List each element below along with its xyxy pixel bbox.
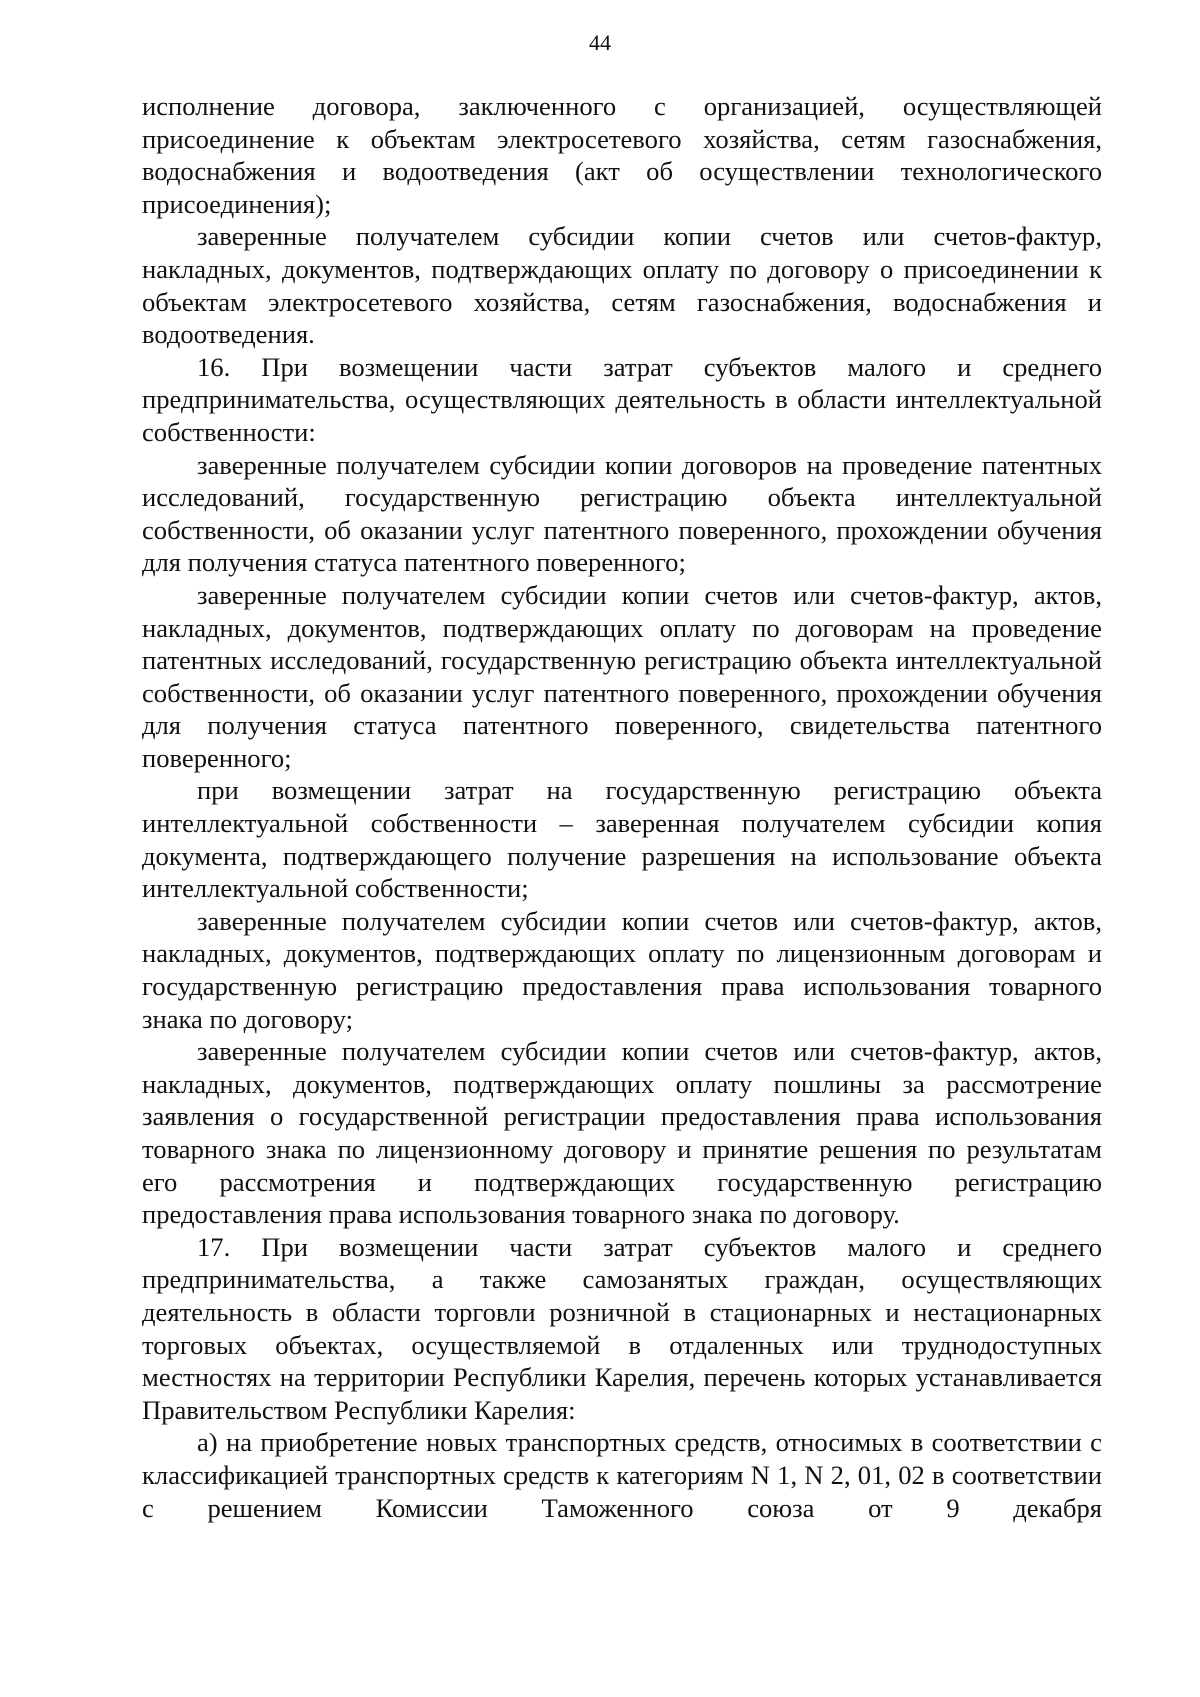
- paragraph-item-17-heading: 17. При возмещении части затрат субъектов малого и среднего предпринимательства, а также самозанятых граждан, осуществляющих деятельность в области торговли розничной в стационарных и нестационарных торговых объектах, осуществляемой в отдаленных или труднодоступных местностях на территории Республики Карелия, перечень которых устанавливается Правительством Республики Карелия:: [142, 1231, 1102, 1425]
- document-body: [142, 90, 1102, 1524]
- paragraph-trademark-fee-docs: заверенные получателем субсидии копии счетов или счетов-фактур, актов, накладных, документов, подтверждающих оплату пошлины за рассмотрение заявления о государственной регистрации предоставления права использования товарного знака по лицензионному договору и принятие решения по результатам его рассмотрения и подтверждающих государственную регистрацию предоставления права использования товарного знака по договору.: [142, 1036, 1102, 1230]
- paragraph-patent-contracts: заверенные получателем субсидии копии договоров на проведение патентных исследований, государственную регистрацию объекта интеллектуальной собственности, об оказании услуг патентного поверенного, прохождении обучения для получения статуса патентного поверенного;: [142, 449, 1102, 578]
- paragraph-license-payment-docs: заверенные получателем субсидии копии счетов или счетов-фактур, актов, накладных, документов, подтверждающих оплату по лицензионным договорам и государственную регистрацию предоставления права использования товарного знака по договору;: [142, 905, 1102, 1034]
- paragraph-patent-payment-docs: заверенные получателем субсидии копии счетов или счетов-фактур, актов, накладных, документов, подтверждающих оплату по договорам на проведение патентных исследований, государственную регистрацию объекта интеллектуальной собственности, об оказании услуг патентного поверенного, прохождении обучения для получения статуса патентного поверенного, свидетельства патентного поверенного;: [142, 579, 1102, 773]
- paragraph-ip-registration: при возмещении затрат на государственную регистрацию объекта интеллектуальной собственности – заверенная получателем субсидии копия документа, подтверждающего получение разрешения на использование объекта интеллектуальной собственности;: [142, 775, 1102, 904]
- paragraph-connection-contract: исполнение договора, заключенного с организацией, осуществляющей присоединение к объектам электросетевого хозяйства, сетям газоснабжения, водоснабжения и водоотведения (акт об осуществлении технологического присоединения);: [142, 91, 1102, 219]
- paragraph-connection-payment-docs: заверенные получателем субсидии копии счетов или счетов-фактур, накладных, документов, подтверждающих оплату по договору о присоединении к объектам электросетевого хозяйства, сетям газоснабжения, водоснабжения и водоотведения.: [142, 221, 1102, 350]
- paragraph-item-16-heading: 16. При возмещении части затрат субъектов малого и среднего предпринимательства, осуществляющих деятельность в области интеллектуальной собственности:: [142, 351, 1102, 447]
- paragraph-item-17a-vehicles: а) на приобретение новых транспортных средств, относимых в соответствии с классификацией транспортных средств к категориям N 1, N 2, 01, 02 в соответствии с решением Комиссии Таможенного союза от 9 декабря: [142, 1427, 1102, 1523]
- page-number: 44: [589, 30, 611, 55]
